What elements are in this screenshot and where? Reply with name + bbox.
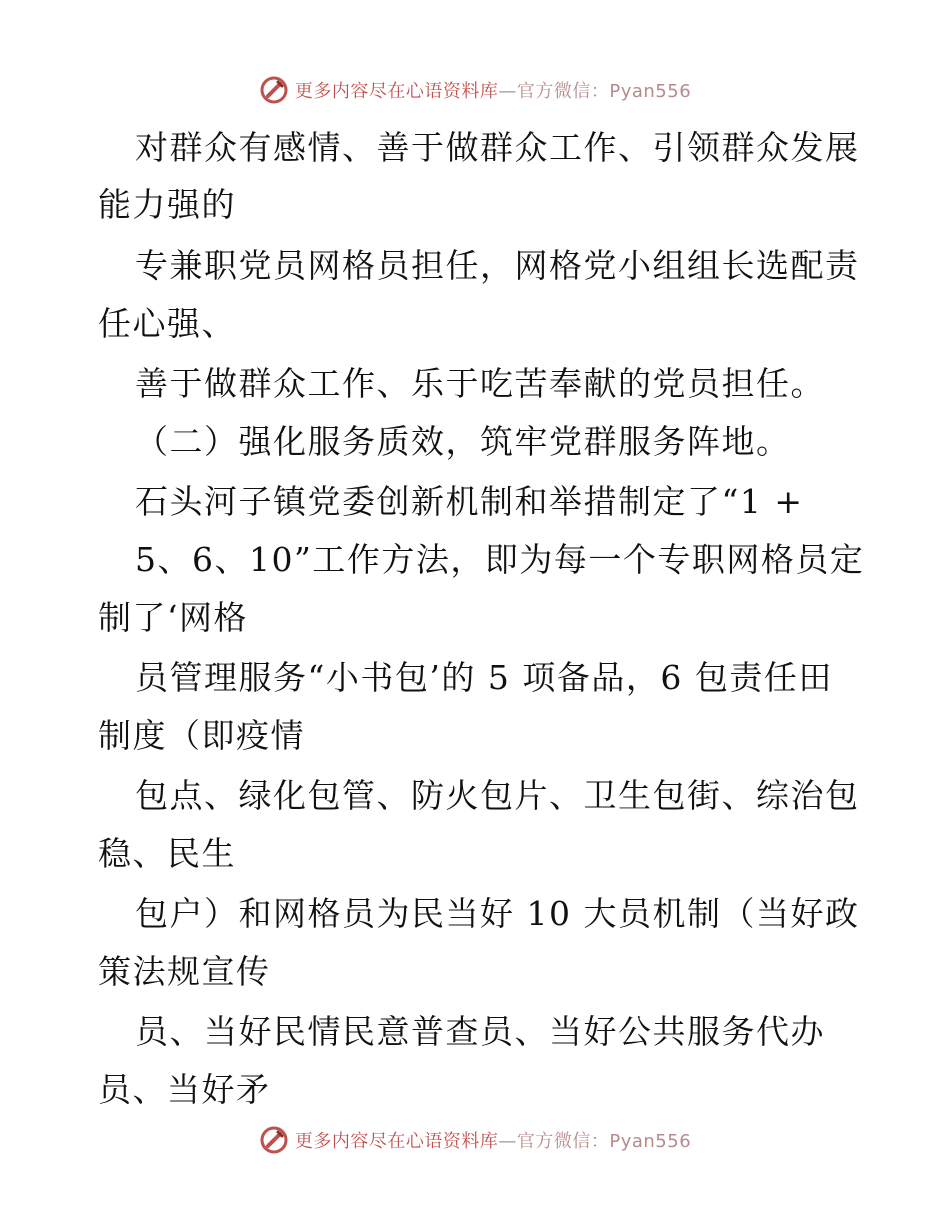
text-line-2: 能力强的 [98,185,236,224]
footer-banner-dash: — [498,1131,517,1152]
header-banner-title: 更多内容尽在心语资料库 [294,81,499,102]
text-line-8: 5、6、10”工作方法，即为每一个专职网格员定 [135,540,865,579]
header-banner-dash: — [498,81,517,102]
text-line-11: 制度（即疫情 [98,716,305,755]
text-line-1: 对群众有感情、善于做群众工作、引领群众发展 [135,128,860,167]
text-line-12: 包点、绿化包管、防火包片、卫生包街、综治包 [135,776,860,815]
text-line-13: 稳、民生 [98,834,236,873]
footer-banner-text [295,1127,691,1153]
text-line-6: （二）强化服务质效，筑牢党群服务阵地。 [135,422,791,461]
text-line-15: 策法规宣传 [98,952,271,991]
header-banner-contact: 官方微信：Pyan556 [516,81,692,102]
text-line-10: 员管理服务“小书包’的 5 项备品，6 包责任田 [135,658,833,697]
text-line-17: 员、当好矛 [98,1070,271,1109]
pen-logo-icon [259,1125,289,1155]
text-line-16: 员、当好民情民意普查员、当好公共服务代办 [135,1012,825,1051]
text-line-9: 制了‘网格 [98,598,248,637]
pen-logo-icon [259,75,289,105]
header-banner [0,70,950,110]
footer-banner-contact: 官方微信：Pyan556 [516,1131,692,1152]
text-line-14: 包户）和网格员为民当好 10 大员机制（当好政 [135,894,860,933]
text-line-7: 石头河子镇党委创新机制和举措制定了“1 + [135,482,804,521]
header-banner-text [295,77,691,103]
text-line-3: 专兼职党员网格员担任，网格党小组组长选配责 [135,246,860,285]
footer-banner [0,1120,950,1160]
footer-banner-title: 更多内容尽在心语资料库 [294,1131,499,1152]
text-line-4: 任心强、 [98,304,236,343]
text-line-5: 善于做群众工作、乐于吃苦奉献的党员担任。 [135,364,825,403]
